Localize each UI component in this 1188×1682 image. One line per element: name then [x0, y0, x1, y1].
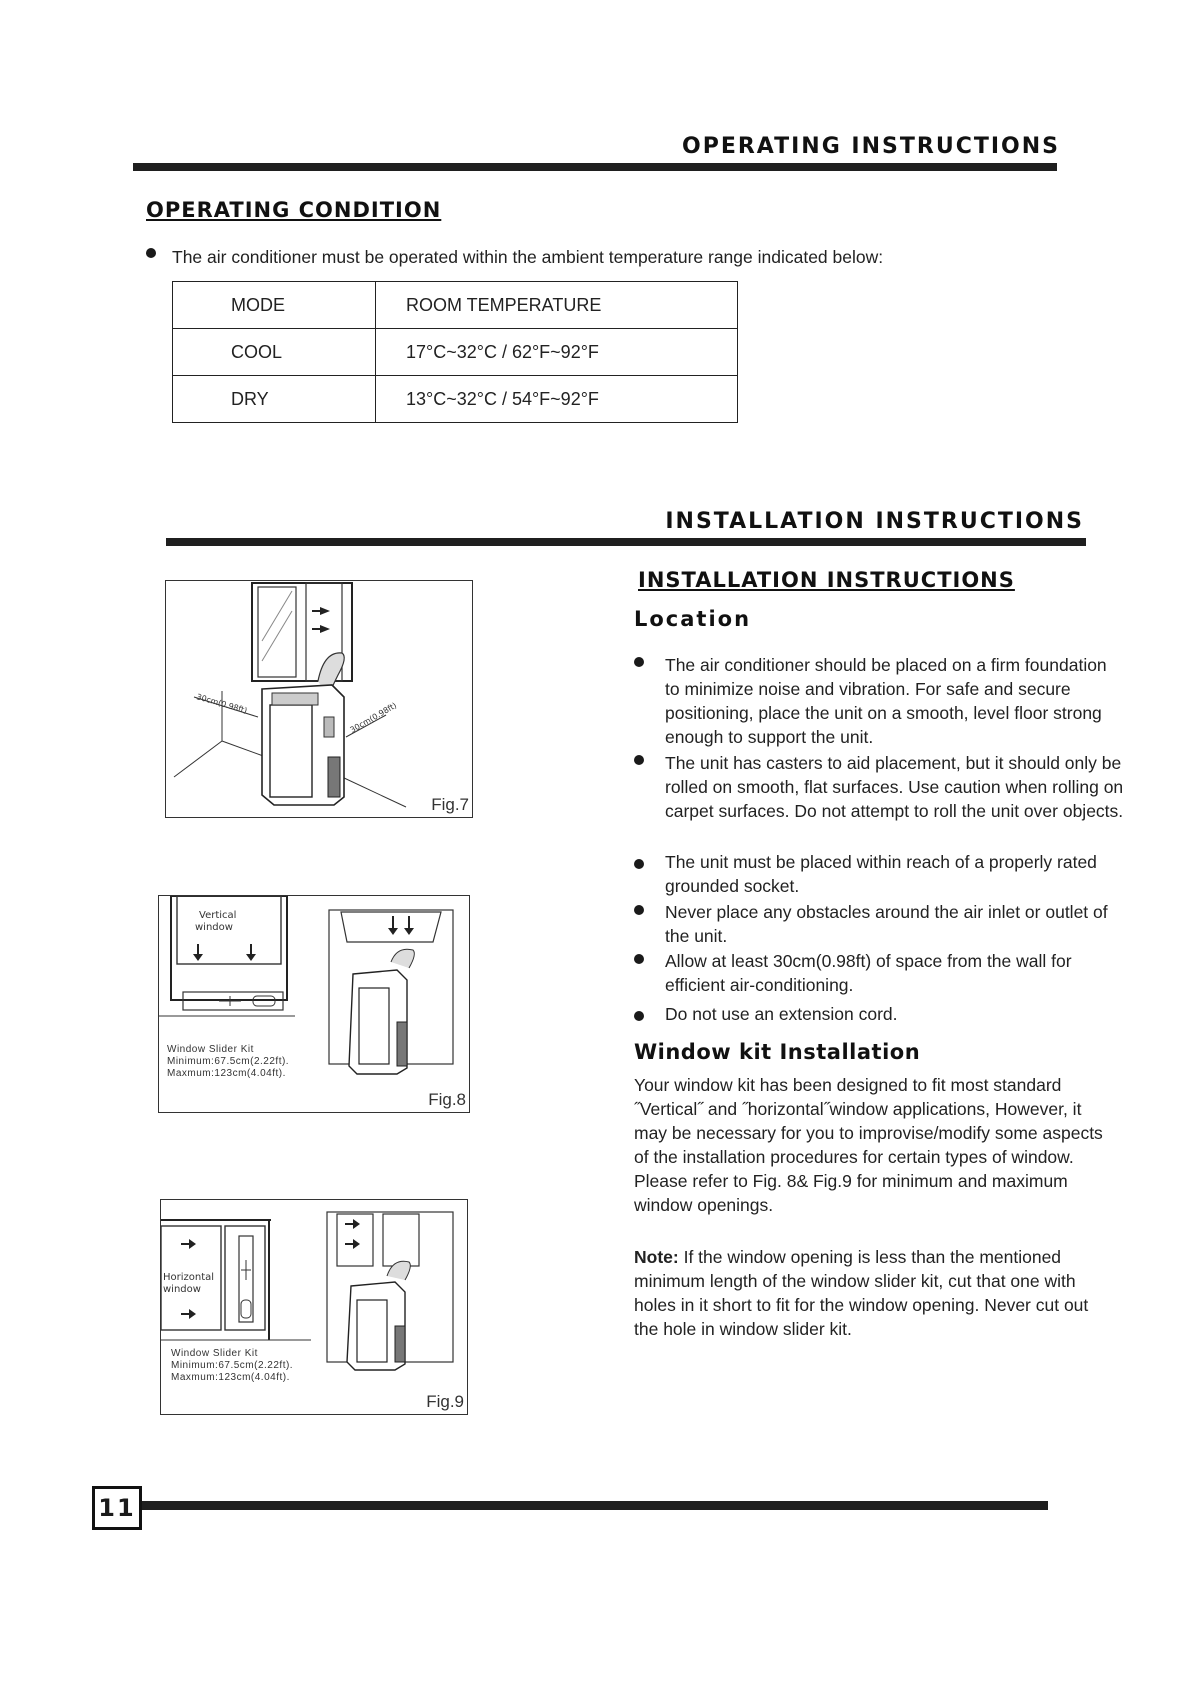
table-header-row [173, 282, 738, 329]
table-cell: 13°C~32°C / 54°F~92°F [376, 376, 738, 423]
installation-section-title: INSTALLATION INSTRUCTIONS [665, 509, 1084, 534]
figure-9-label: Fig.9 [426, 1392, 464, 1411]
window-type-label: window [195, 922, 233, 933]
page-header-title: OPERATING INSTRUCTIONS [682, 134, 1060, 159]
table-row [173, 376, 738, 423]
bullet-icon [634, 905, 644, 915]
operating-condition-title: OPERATING CONDITION [146, 198, 442, 222]
window-type-label: Vertical [199, 910, 237, 921]
figure-8 [158, 895, 470, 1113]
installation-subtitle: INSTALLATION INSTRUCTIONS [638, 568, 1015, 592]
table-cell: COOL [173, 329, 376, 376]
figure-7 [165, 580, 473, 818]
dimension-label-left: 30cm(0.98ft) [195, 692, 249, 716]
temperature-table [172, 281, 738, 423]
kit-spec-title: Window Slider Kit [171, 1348, 258, 1359]
installation-rule [166, 538, 1086, 546]
location-heading: Location [634, 607, 752, 631]
kit-spec-max: Maxmum:123cm(4.04ft). [171, 1372, 290, 1383]
bullet-icon [634, 954, 644, 964]
table-cell: 17°C~32°C / 62°F~92°F [376, 329, 738, 376]
bullet-icon [634, 1011, 644, 1021]
table-header-cell: MODE [173, 282, 376, 329]
bullet-icon [634, 657, 644, 667]
kit-spec [171, 1348, 293, 1384]
location-bullet-text: The air conditioner should be placed on a firm foundation to minimize noise and vibration. For safe and secure positioning, place the unit on a smooth, level floor strong enough to support the unit. [665, 655, 1107, 747]
unit-placement-illustration [166, 581, 472, 817]
window-kit-note [634, 1245, 1114, 1341]
location-bullet-text: Do not use an extension cord. [665, 1004, 898, 1024]
location-bullet-text: The unit must be placed within reach of a properly rated grounded socket. [665, 852, 1097, 896]
figure-7-label: Fig.7 [431, 795, 469, 814]
table-row [173, 329, 738, 376]
footer-rule [136, 1501, 1048, 1510]
window-kit-text: Your window kit has been designed to fit most standard ˝Vertical˝ and ˝horizontal˝window applications, However, it may be necessary for you to improvise/modify some aspects of the installation procedures for certain types of window. Please refer to Fig. 8& Fig.9 for minimum and maximum window openings. [634, 1075, 1103, 1215]
window-type-label: Horizontal [163, 1272, 215, 1283]
header-rule [133, 163, 1057, 171]
kit-spec-min: Minimum:67.5cm(2.22ft). [171, 1360, 294, 1371]
window-type-label: window [163, 1284, 201, 1295]
kit-spec-title: Window Slider Kit [167, 1044, 254, 1055]
figure-9 [160, 1199, 468, 1415]
location-bullet-text: The unit has casters to aid placement, but it should only be rolled on smooth, flat surfaces. Use caution when rolling on carpet surfaces. Do not attempt to roll the unit over objects. [665, 753, 1124, 821]
location-bullet-text: Allow at least 30cm(0.98ft) of space from the wall for efficient air-conditioning. [665, 951, 1072, 995]
note-label: Note: [634, 1247, 679, 1267]
table-cell: DRY [173, 376, 376, 423]
bullet-icon [634, 859, 644, 869]
window-kit-heading: Window kit Installation [634, 1040, 921, 1064]
operating-condition-intro: The air conditioner must be operated within the ambient temperature range indicated below: [172, 247, 884, 267]
location-bullet-text: Never place any obstacles around the air inlet or outlet of the unit. [665, 902, 1108, 946]
note-text: If the window opening is less than the mentioned minimum length of the window slider kit, cut that one with holes in it short to fit for the window opening. Never cut out the hole in window slider kit. [634, 1247, 1089, 1339]
kit-spec-max: Maxmum:123cm(4.04ft). [167, 1068, 286, 1079]
bullet-icon [634, 755, 644, 765]
bullet-icon [146, 248, 156, 258]
kit-spec [167, 1044, 289, 1080]
page-number: 11 [92, 1486, 142, 1530]
kit-spec-min: Minimum:67.5cm(2.22ft). [167, 1056, 290, 1067]
table-header-cell: ROOM TEMPERATURE [376, 282, 738, 329]
dimension-label-right: 30cm(0.98ft) [348, 700, 399, 735]
figure-8-label: Fig.8 [428, 1090, 466, 1109]
